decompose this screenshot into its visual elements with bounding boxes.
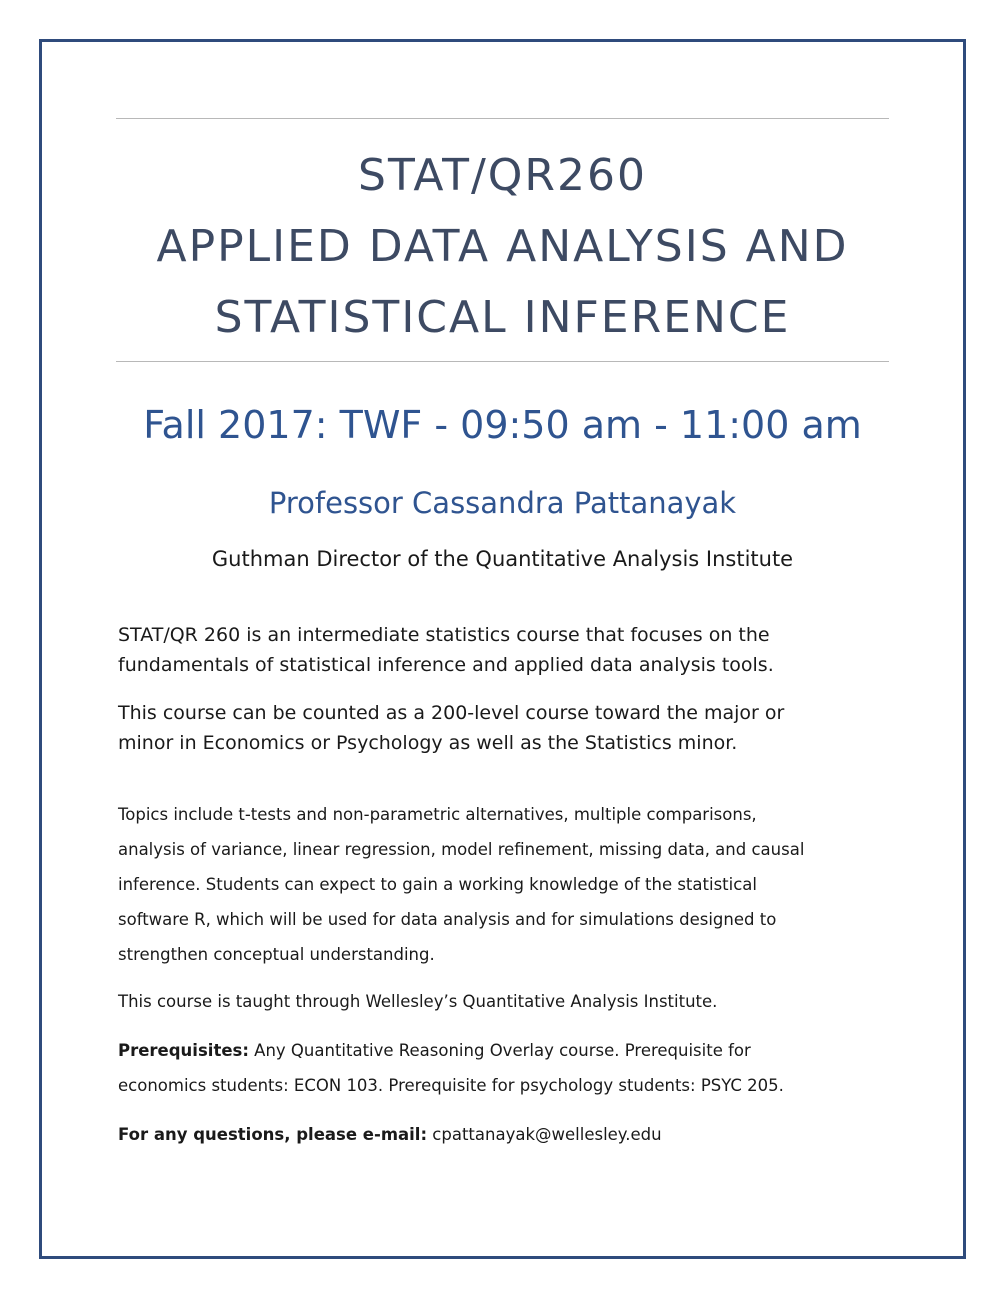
- title-top-rule: [116, 118, 889, 119]
- prerequisites-text-1: Any Quantitative Reasoning Overlay course. Prerequisite for: [248, 1041, 751, 1060]
- topics-line-2: analysis of variance, linear regression, model refinement, missing data, and causal: [118, 840, 805, 859]
- prerequisites-paragraph: [118, 1033, 908, 1103]
- intro-paragraph-1: [118, 620, 908, 680]
- course-title: [60, 140, 945, 353]
- intro-2-line-2: minor in Economics or Psychology as well as the Statistics minor.: [118, 732, 738, 754]
- course-name-line-1: APPLIED DATA ANALYSIS AND: [156, 221, 849, 272]
- topics-line-4: software R, which will be used for data analysis and for simulations designed to: [118, 910, 777, 929]
- title-bottom-rule: [116, 361, 889, 362]
- prerequisites-label: Prerequisites:: [118, 1041, 249, 1060]
- institute-line: This course is taught through Wellesley’s Quantitative Analysis Institute.: [118, 992, 718, 1011]
- contact-email: cpattanayak@wellesley.edu: [427, 1125, 662, 1144]
- intro-1-line-2: fundamentals of statistical inference and applied data analysis tools.: [118, 654, 774, 676]
- professor-name: Professor Cassandra Pattanayak: [268, 486, 737, 520]
- prerequisites-line-1: [118, 1033, 908, 1068]
- prerequisites-line-2: economics students: ECON 103. Prerequisite for psychology students: PSYC 205.: [118, 1076, 784, 1095]
- contact-label: For any questions, please e-mail:: [118, 1125, 428, 1144]
- institute-paragraph: [118, 984, 908, 1019]
- contact-line: [118, 1117, 908, 1152]
- topics-paragraph: [118, 797, 908, 972]
- intro-1-line-1: STAT/QR 260 is an intermediate statistics course that focuses on the: [118, 624, 770, 646]
- course-code: STAT/QR260: [358, 150, 647, 201]
- intro-2-line-1: This course can be counted as a 200-level course toward the major or: [118, 702, 785, 724]
- topics-line-3: inference. Students can expect to gain a working knowledge of the statistical: [118, 875, 757, 894]
- course-name-line-2: STATISTICAL INFERENCE: [214, 292, 791, 343]
- professor-title: Guthman Director of the Quantitative Analysis Institute: [211, 547, 794, 571]
- topics-line-5: strengthen conceptual understanding.: [118, 945, 435, 964]
- topics-line-1: Topics include t-tests and non-parametric alternatives, multiple comparisons,: [118, 805, 757, 824]
- contact-paragraph: [118, 1117, 908, 1152]
- intro-paragraph-2: [118, 698, 908, 758]
- course-schedule: Fall 2017: TWF - 09:50 am - 11:00 am: [143, 403, 862, 447]
